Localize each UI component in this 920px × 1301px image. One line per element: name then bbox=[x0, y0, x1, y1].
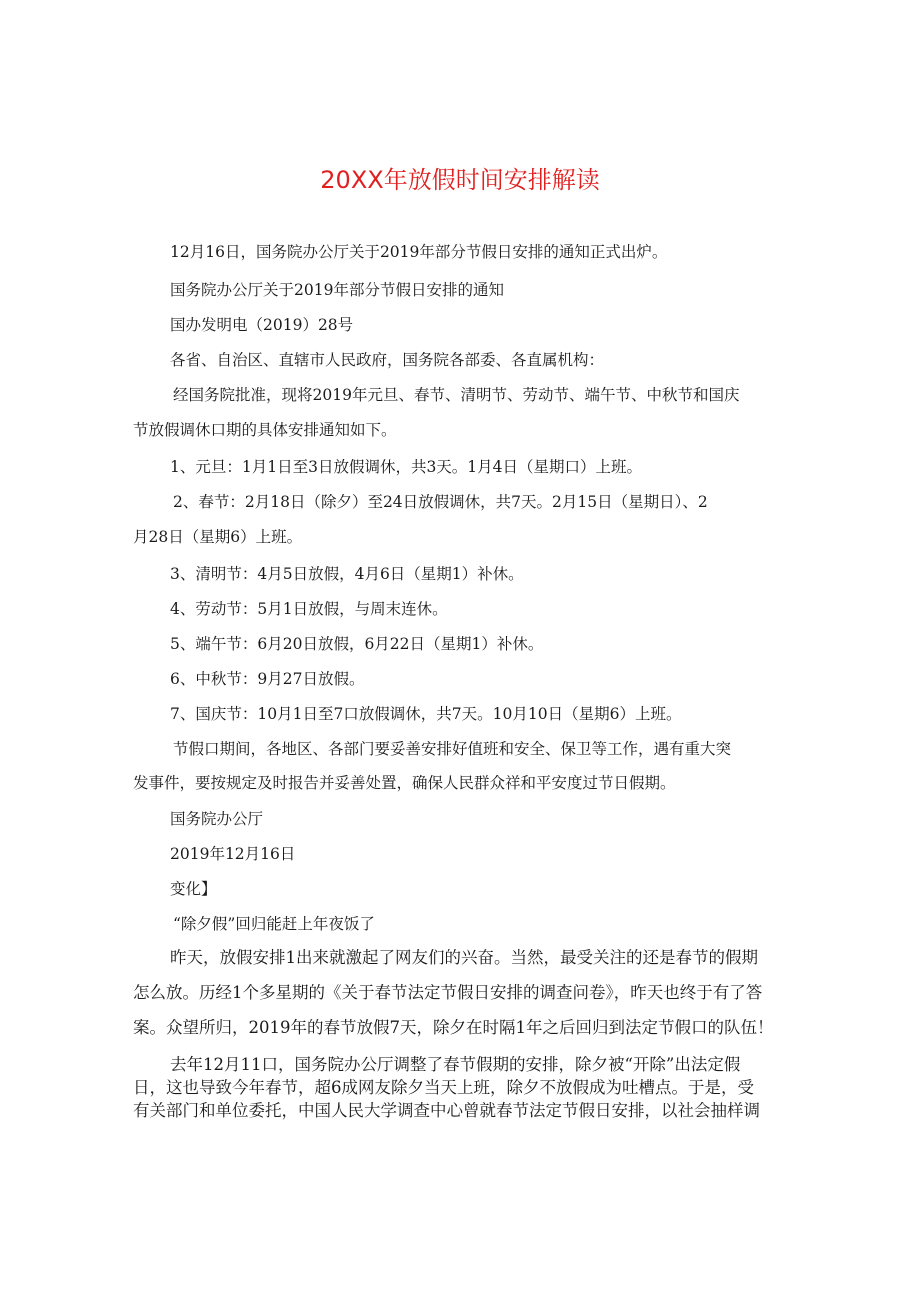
paragraph-line: 昨天，放假安排1出来就激起了网友们的兴奋。当然，最受关注的还是春节的假期 bbox=[170, 948, 758, 967]
list-item: 5、端午节：6月20日放假，6月22日（星期1）补休。 bbox=[170, 635, 544, 653]
paragraph-line: 经国务院批准，现将2019年元旦、春节、清明节、劳动节、端午节、中秋节和国庆 bbox=[173, 386, 740, 404]
list-item: 3、清明节：4月5日放假，4月6日（星期1）补休。 bbox=[170, 565, 524, 583]
list-item: 7、国庆节：10月1日至7口放假调休，共7天。10月10日（星期6）上班。 bbox=[170, 705, 682, 723]
paragraph-line: 怎么放。历经1个多星期的《关于春节法定节假日安排的调查问卷》，昨天也终于有了答 bbox=[133, 983, 763, 1002]
subheading: “除夕假”回归能赶上年夜饭了 bbox=[173, 915, 375, 933]
paragraph-line: 节假口期间，各地区、各部门要妥善安排好值班和安全、保卫等工作，遇有重大突 bbox=[173, 740, 732, 758]
paragraph-line: 发事件，要按规定及时报告并妥善处置，确保人民群众祥和平安度过节日假期。 bbox=[133, 774, 676, 792]
list-item: 6、中秋节：9月27日放假。 bbox=[170, 670, 365, 688]
list-item: 1、元旦：1月1日至3日放假调休，共3天。1月4日（星期口）上班。 bbox=[170, 458, 643, 476]
signature-org: 国务院办公厅 bbox=[170, 810, 264, 828]
paragraph-line: 各省、自治区、直辖市人民政府，国务院各部委、各直属机构： bbox=[170, 351, 605, 369]
paragraph-line: 日，这也导致今年春节，超6成网友除夕当天上班，除夕不放假成为吐槽点。于是，受 bbox=[133, 1078, 754, 1097]
document-title: 20XX年放假时间安排解读 bbox=[320, 166, 600, 194]
paragraph-line: 案。众望所归，2019年的春节放假7天，除夕在时隔1年之后回归到法定节假口的队伍！ bbox=[133, 1018, 774, 1037]
list-item: 4、劳动节：5月1日放假，与周末连休。 bbox=[170, 600, 448, 618]
list-item: 2、春节：2月18日（除夕）至24日放假调休，共7天。2月15日（星期日）、2 bbox=[173, 493, 708, 511]
paragraph-line: 国务院办公厅关于2019年部分节假日安排的通知 bbox=[170, 281, 504, 299]
signature-date: 2019年12月16日 bbox=[170, 845, 296, 863]
list-item: 月28日（星期6）上班。 bbox=[133, 528, 303, 546]
paragraph-line: 有关部门和单位委托，中国人民大学调查中心曾就春节法定节假日安排，以社会抽样调 bbox=[133, 1101, 760, 1120]
paragraph-line: 节放假调休口期的具体安排通知如下。 bbox=[133, 421, 397, 439]
paragraph-line: 12月16日，国务院办公厅关于2019年部分节假日安排的通知正式出炉。 bbox=[170, 243, 668, 261]
paragraph-line: 去年12月11口，国务院办公厅调整了春节假期的安排，除夕被“开除”出法定假 bbox=[170, 1055, 741, 1074]
section-heading: 变化】 bbox=[170, 880, 217, 898]
paragraph-line: 国办发明电（2019）28号 bbox=[170, 316, 354, 334]
